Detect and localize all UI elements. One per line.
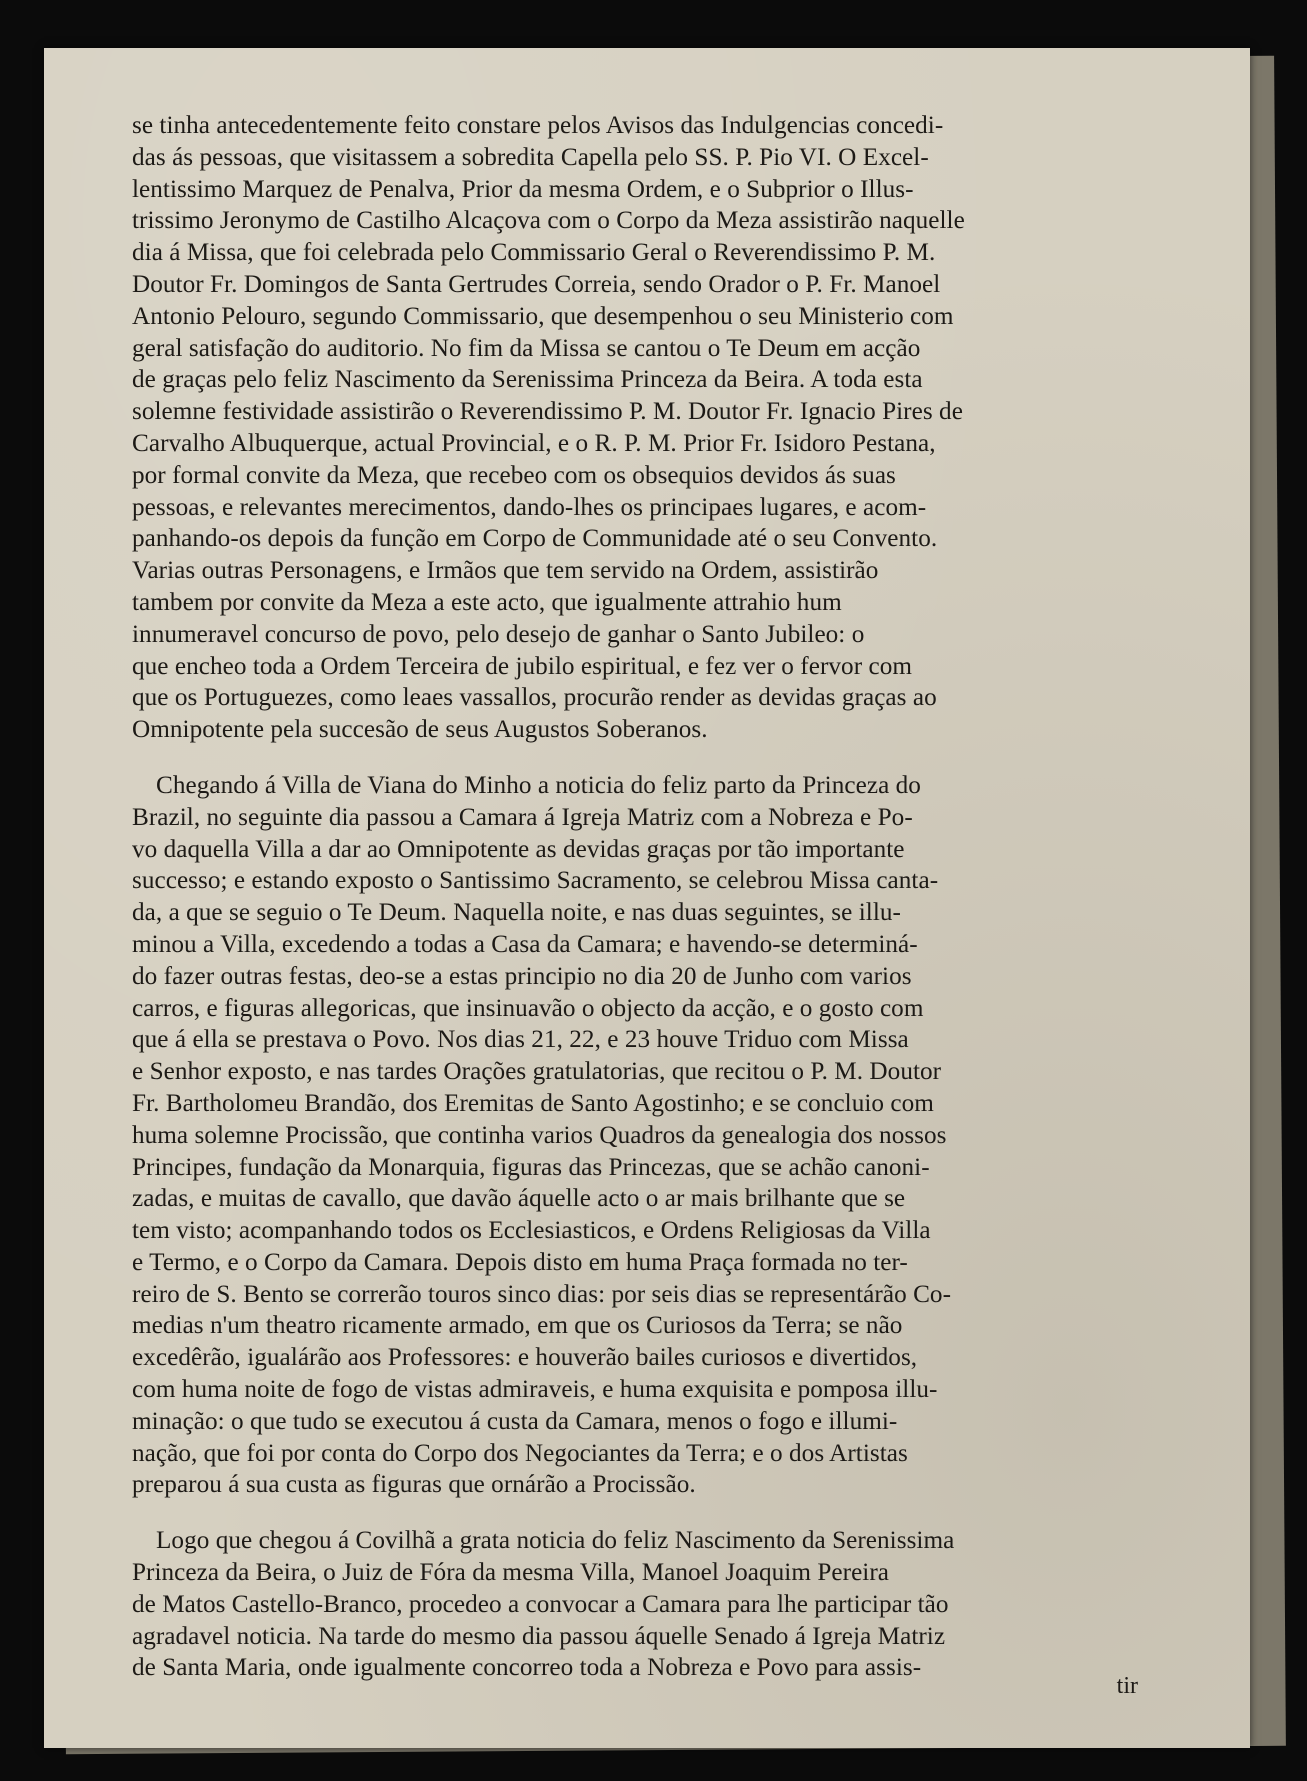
- text-line: nação, que foi por conta do Corpo dos Negociantes da Terra; e o dos Artistas: [132, 1439, 908, 1467]
- text-line: huma solemne Procissão, que continha varios Quadros da genealogia dos nossos: [132, 1121, 947, 1149]
- text-line: medias n'um theatro ricamente armado, em que os Curiosos da Terra; se não: [132, 1312, 903, 1340]
- text-line: que os Portuguezes, como leaes vassallos, procurão render as devidas graças ao: [132, 684, 937, 712]
- text-line: que encheo toda a Ordem Terceira de jubilo espiritual, e fez ver o fervor com: [132, 652, 912, 680]
- text-line: panhando-os depois da função em Corpo de Communidade até o seu Convento.: [132, 525, 938, 553]
- text-line: Princeza da Beira, o Juiz de Fóra da mesma Villa, Manoel Joaquim Pereira: [132, 1559, 890, 1587]
- text-line: successo; e estando exposto o Santissimo Sacramento, se celebrou Missa canta-: [132, 867, 939, 895]
- text-line: lentissimo Marquez de Penalva, Prior da mesma Ordem, e o Subprior o Illus-: [132, 175, 914, 203]
- text-line: dia á Missa, que foi celebrada pelo Commissario Geral o Reverendissimo P. M.: [132, 239, 936, 267]
- text-line: Principes, fundação da Monarquia, figuras das Princezas, que se achão canoni-: [132, 1153, 930, 1181]
- text-line: da, a que se seguio o Te Deum. Naquella noite, e nas duas seguintes, se illu-: [132, 899, 901, 927]
- text-line: por formal convite da Meza, que recebeo com os obsequios devidos ás suas: [132, 461, 896, 489]
- text-line: se tinha antecedentemente feito constare pelos Avisos das Indulgencias concedi-: [132, 112, 944, 139]
- paragraph-2: [132, 770, 1178, 1501]
- text-line: Fr. Bartholomeu Brandão, dos Eremitas de Santo Agostinho; e se concluio com: [132, 1089, 934, 1117]
- text-line: das ás pessoas, que visitassem a sobredita Capella pelo SS. P. Pio VI. O Excel-: [132, 143, 929, 171]
- text-line: do fazer outras festas, deo-se a estas principio no dia 20 de Junho com varios: [132, 962, 912, 990]
- text-line: solemne festividade assistirão o Reverendissimo P. M. Doutor Fr. Ignacio Pires de: [132, 398, 963, 426]
- paragraph-3: [132, 1525, 1178, 1684]
- text-line: de graças pelo feliz Nascimento da Serenissima Princeza da Beira. A toda esta: [132, 366, 923, 394]
- text-line: vo daquella Villa a dar ao Omnipotente as devidas graças por tão importante: [132, 835, 905, 863]
- text-line: reiro de S. Bento se correrão touros sinco dias: por seis dias se representárão Co-: [132, 1280, 952, 1308]
- text-line: de Matos Castello-Branco, procedeo a convocar a Camara para lhe participar tão: [132, 1590, 949, 1618]
- text-line: que á ella se prestava o Povo. Nos dias 21, 22, e 23 houve Triduo com Missa: [132, 1026, 909, 1054]
- text-line: com huma noite de fogo de vistas admiraveis, e huma exquisita e pomposa illu-: [132, 1376, 938, 1404]
- text-line: minou a Villa, excedendo a todas a Casa da Camara; e havendo-se determiná-: [132, 930, 918, 958]
- text-line: trissimo Jeronymo de Castilho Alcaçova com o Corpo da Meza assistirão naquelle: [132, 207, 965, 235]
- text-line: agradavel noticia. Na tarde do mesmo dia passou áquelle Senado á Igreja Matriz: [132, 1622, 946, 1650]
- catchword: tir: [1116, 1673, 1138, 1699]
- text-line: Logo que chegou á Covilhã a grata noticia do feliz Nascimento da Serenissima: [156, 1527, 955, 1555]
- text-line: Antonio Pelouro, segundo Commissario, que desempenhou o seu Ministerio com: [132, 302, 954, 330]
- text-line: de Santa Maria, onde igualmente concorreo toda a Nobreza e Povo para assis-: [132, 1654, 922, 1682]
- text-line: minação: o que tudo se executou á custa da Camara, menos o fogo e illumi-: [132, 1407, 898, 1435]
- text-line: Chegando á Villa de Viana do Minho a noticia do feliz parto da Princeza do: [156, 771, 921, 799]
- text-line: carros, e figuras allegoricas, que insinuavão o objecto da acção, e o gosto com: [132, 994, 924, 1022]
- text-line: Omnipotente pela succesão de seus Augustos Soberanos.: [132, 716, 708, 744]
- text-line: innumeravel concurso de povo, pelo desejo de ganhar o Santo Jubileo: o: [132, 620, 865, 648]
- text-line: geral satisfação do auditorio. No fim da Missa se cantou o Te Deum em acção: [132, 334, 921, 362]
- text-line: preparou á sua custa as figuras que ornárão a Procissão.: [132, 1471, 696, 1499]
- document-page: [44, 48, 1250, 1748]
- text-line: zadas, e muitas de cavallo, que davão áquelle acto o ar mais brilhante que se: [132, 1185, 906, 1213]
- text-line: Doutor Fr. Domingos de Santa Gertrudes Correia, sendo Orador o P. Fr. Manoel: [132, 270, 941, 298]
- text-line: tambem por convite da Meza a este acto, que igualmente attrahio hum: [132, 588, 842, 616]
- text-line: Brazil, no seguinte dia passou a Camara á Igreja Matriz com a Nobreza e Po-: [132, 803, 913, 831]
- text-line: Carvalho Albuquerque, actual Provincial, e o R. P. M. Prior Fr. Isidoro Pestana,: [132, 429, 936, 457]
- text-line: pessoas, e relevantes merecimentos, dando-lhes os principaes lugares, e acom-: [132, 493, 927, 521]
- text-line: tem visto; acompanhando todos os Ecclesiasticos, e Ordens Religiosas da Villa: [132, 1217, 931, 1245]
- paragraph-1: [132, 110, 1178, 746]
- text-line: Varias outras Personagens, e Irmãos que tem servido na Ordem, assistirão: [132, 557, 879, 585]
- text-line: excedêrão, igualárão aos Professores: e houverão bailes curiosos e divertidos,: [132, 1344, 918, 1372]
- text-line: e Termo, e o Corpo da Camara. Depois disto em huma Praça formada no ter-: [132, 1248, 908, 1276]
- text-line: e Senhor exposto, e nas tardes Orações gratulatorias, que recitou o P. M. Doutor: [132, 1058, 942, 1086]
